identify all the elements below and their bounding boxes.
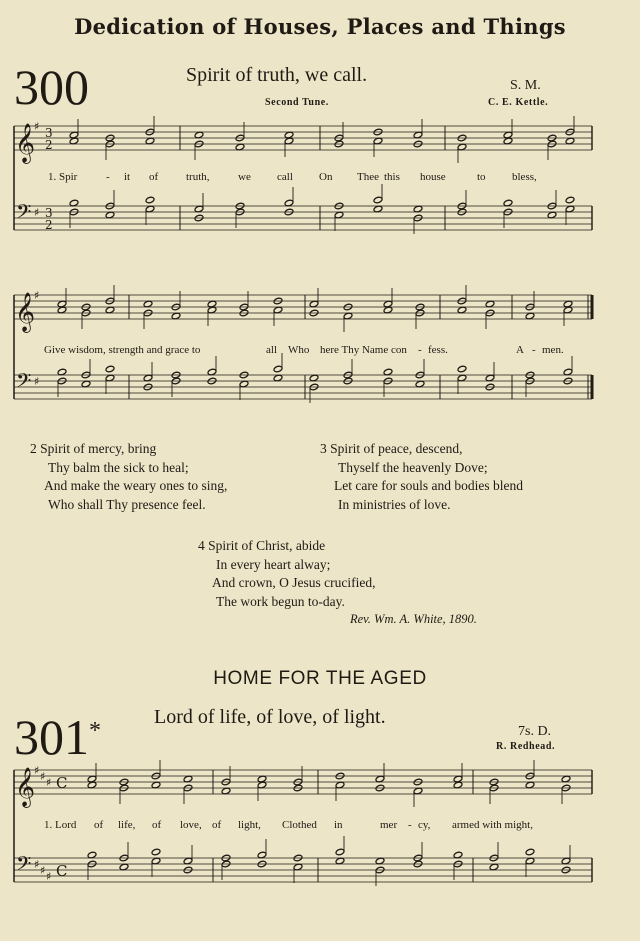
- time-signature: 3: [45, 126, 53, 140]
- key-sharp: ♯: [34, 120, 40, 133]
- lyric-syllable: it: [124, 171, 131, 183]
- lyric-syllable: mer: [380, 819, 398, 831]
- lyric-syllable: in: [334, 819, 343, 831]
- lyric-syllable: -: [418, 344, 422, 356]
- hymn-meter-300: S. M.: [510, 78, 541, 93]
- bass-chord: [565, 196, 575, 204]
- composer-301: R. Redhead.: [496, 741, 556, 752]
- verse-line: In every heart alway;: [216, 556, 331, 572]
- treble-clef: 𝄞: [15, 123, 36, 163]
- lyric-syllable: call: [277, 171, 293, 183]
- verse-line: 2 Spirit of mercy, bring: [30, 441, 157, 456]
- lyric-syllable: house: [420, 171, 446, 183]
- key-sharp: ♯: [46, 776, 52, 789]
- verse-line: And make the weary ones to sing,: [44, 478, 228, 493]
- lyric-syllable: of: [152, 819, 162, 831]
- lyric-syllable: of: [94, 819, 104, 831]
- lyric-syllable: Thee: [357, 171, 379, 183]
- verse-4: [198, 537, 375, 611]
- bass-chord: [457, 365, 467, 373]
- lyric-syllable: 1. Spir: [48, 171, 78, 183]
- lyric-syllable: A: [516, 344, 524, 356]
- verse-line: 3 Spirit of peace, descend,: [320, 441, 463, 456]
- lyric-syllable: fess.: [428, 344, 448, 356]
- key-sharp: ♯: [34, 375, 40, 388]
- tune-name-300: Second Tune.: [265, 97, 329, 108]
- key-sharp: ♯: [34, 206, 40, 219]
- lyric-syllable: Who: [288, 344, 310, 356]
- page-header: Dedication of Houses, Places and Things: [74, 14, 566, 39]
- hymn-mark-301: *: [89, 718, 101, 744]
- bass-chord: [273, 365, 283, 373]
- hymn-title-300: Spirit of truth, we call.: [186, 64, 368, 86]
- lyric-syllable: Clothed: [282, 819, 317, 831]
- music-system-300-1: [0, 110, 640, 270]
- lyric-syllable: cy,: [418, 819, 431, 831]
- verse-line: Who shall Thy presence feel.: [48, 496, 206, 512]
- hymn-number-301-text: 301: [14, 709, 89, 765]
- verse-line: 4 Spirit of Christ, abide: [198, 538, 326, 553]
- lyric-syllable: On: [319, 171, 333, 183]
- bass-clef: 𝄢: [16, 369, 32, 397]
- verse-line: In ministries of love.: [338, 496, 451, 512]
- key-sharp: ♯: [34, 764, 40, 777]
- verse-line: Let care for souls and bodies blend: [334, 478, 523, 493]
- lyric-syllable: -: [408, 819, 412, 831]
- bass-chord: [105, 365, 115, 373]
- lyric-syllable: of: [149, 171, 159, 183]
- treble-clef: 𝄞: [15, 767, 36, 807]
- verse-line: Thy balm the sick to heal;: [48, 459, 189, 475]
- bass-clef: 𝄢: [16, 200, 32, 228]
- lyric-syllable: -: [106, 171, 110, 183]
- lyric-syllable: truth,: [186, 171, 210, 183]
- hymn-number-300: 300: [14, 59, 89, 115]
- lyric-syllable: all: [266, 344, 277, 356]
- verse-line: And crown, O Jesus crucified,: [212, 575, 376, 590]
- bass-chord: [525, 848, 535, 856]
- time-signature: 3: [45, 206, 53, 220]
- verse-3: [320, 440, 523, 514]
- key-sharp: ♯: [40, 770, 46, 783]
- lyric-syllable: we: [238, 171, 251, 183]
- lyric-syllable: love,: [180, 819, 202, 831]
- lyrics-line-300-2: [0, 344, 640, 360]
- lyric-syllable: 1. Lord: [44, 819, 77, 831]
- treble-clef: 𝄞: [15, 292, 36, 332]
- time-signature: C: [56, 774, 68, 792]
- author-300: Rev. Wm. A. White, 1890.: [350, 612, 477, 626]
- hymn-meter-301: 7s. D.: [518, 724, 552, 739]
- bass-clef: 𝄢: [16, 852, 32, 880]
- key-sharp: ♯: [34, 289, 40, 302]
- key-sharp: ♯: [40, 864, 46, 877]
- key-sharp: ♯: [46, 870, 52, 883]
- section-title: HOME FOR THE AGED: [213, 668, 427, 689]
- bass-chord: [151, 848, 161, 856]
- bass-chord: [373, 196, 383, 204]
- verse-2: [30, 440, 227, 514]
- lyrics-line-301-1: [0, 819, 640, 835]
- time-signature: 2: [45, 218, 53, 232]
- lyric-syllable: armed with might,: [452, 819, 533, 831]
- bass-chord: [145, 196, 155, 204]
- composer-300: C. E. Kettle.: [488, 97, 549, 108]
- hymn-title-301: Lord of life, of love, of light.: [154, 706, 386, 728]
- lyrics-line-300-1: [0, 171, 640, 187]
- time-signature: 2: [45, 138, 53, 152]
- lyric-syllable: to: [477, 171, 486, 183]
- lyric-syllable: men.: [542, 344, 564, 356]
- verse-line: Thyself the heavenly Dove;: [338, 459, 488, 475]
- lyric-syllable: this: [384, 171, 400, 183]
- lyric-syllable: light,: [238, 819, 261, 831]
- lyric-syllable: here Thy Name con: [320, 344, 407, 356]
- verse-line: The work begun to-day.: [216, 593, 345, 609]
- bass-chord: [335, 848, 345, 856]
- time-signature: C: [56, 862, 68, 880]
- lyric-syllable: of: [212, 819, 222, 831]
- key-sharp: ♯: [34, 858, 40, 871]
- lyric-syllable: life,: [118, 819, 136, 831]
- lyric-syllable: -: [532, 344, 536, 356]
- music-system-300-2: [0, 285, 640, 445]
- lyric-syllable: bless,: [512, 171, 537, 183]
- lyric-syllable: Give wisdom, strength and grace to: [44, 344, 201, 356]
